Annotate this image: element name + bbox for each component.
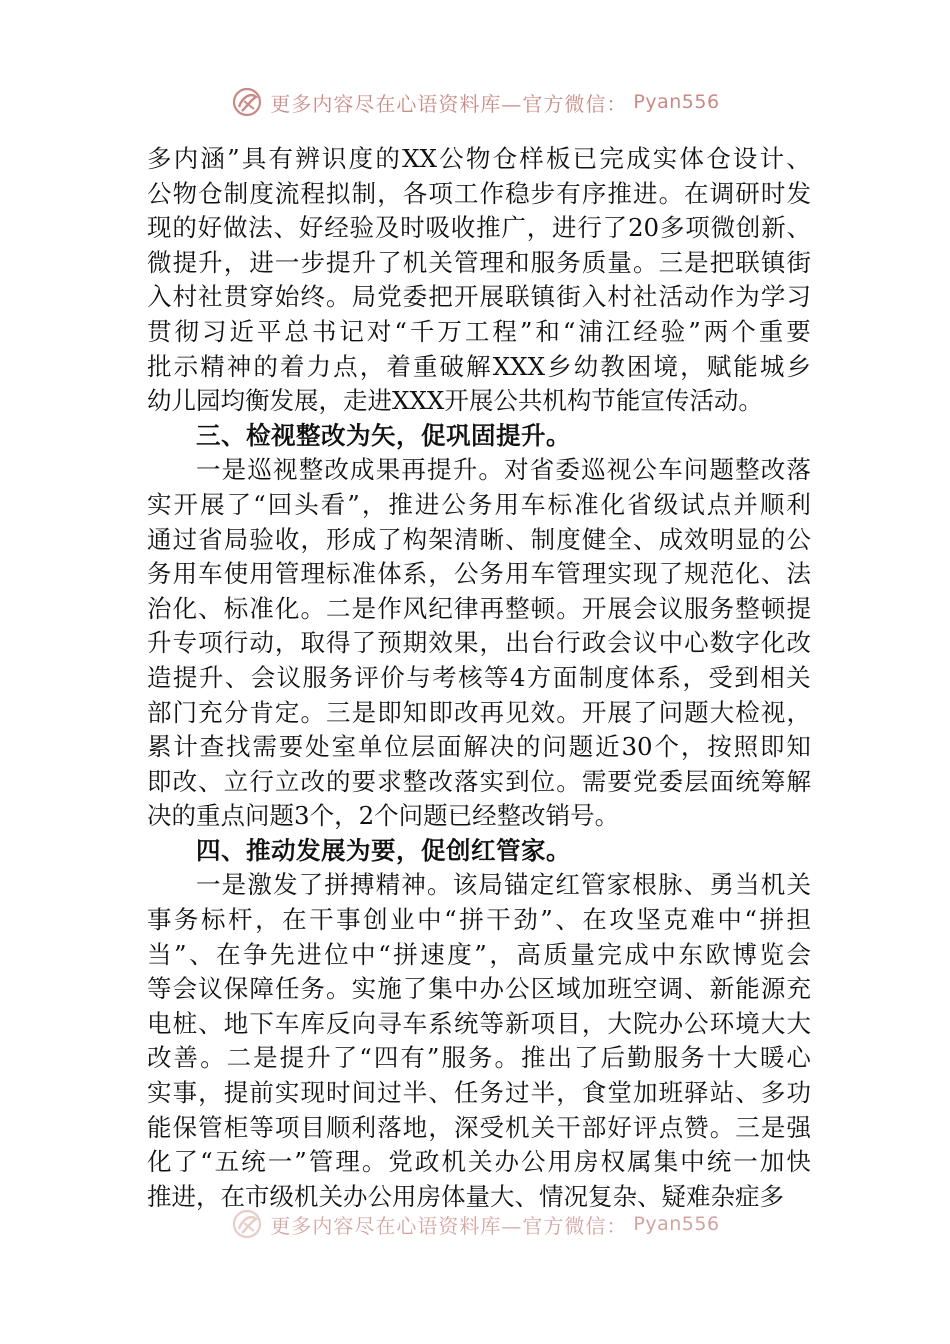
paragraph-line: 通 过 省 局 验 收 ， 形 成 了 构 架 清 晰 、 制 度 健 全 、 成 效 明 显 的 公 — [147, 524, 811, 554]
paragraph-line: 当 ” 、 在 争 先 进 位 中 “ 拼 速 度 ” ， 高 质 量 完 成 中 东 欧 博 览 会 — [147, 939, 811, 969]
paragraph-line: 治 化 、 标 准 化 。 二 是 作 风 纪 律 再 整 顿 。 开 展 会 议 服 务 整 顿 提 — [147, 593, 811, 623]
watermark-banner-top — [0, 82, 950, 122]
paragraph-line: 幼儿园均衡发展，走进XXX开展公共机构节能宣传活动。 — [147, 386, 763, 416]
paragraph-line: 一 是 巡 视 整 改 成 果 再 提 升 。 对 省 委 巡 视 公 车 问 题 整 改 落 — [196, 455, 811, 485]
paragraph-line: 造 提 升 、 会 议 服 务 评 价 与 考 核 等 4 方 面 制 度 体 系 ， 受 到 相 关 — [147, 662, 811, 692]
paragraph-line: 实 开 展 了 “ 回 头 看 ” ， 推 进 公 务 用 车 标 准 化 省 级 试 点 并 顺 利 — [147, 489, 811, 519]
watermark-top-text: 更多内容尽在心语资料库—官方微信： — [270, 91, 628, 116]
paragraph-line: 升 专 项 行 动 ， 取 得 了 预 期 效 果 ， 出 台 行 政 会 议 中 心 数 字 化 改 — [147, 628, 811, 658]
paragraph-line: 化 了 “ 五 统 一 ” 管 理 。 党 政 机 关 办 公 用 房 权 属 集 中 统 一 加 快 — [147, 1147, 811, 1177]
paragraph-line: 能 保 管 柜 等 项 目 顺 利 落 地 ， 深 受 机 关 干 部 好 评 点 赞 。 三 是 强 — [147, 1112, 811, 1142]
paragraph-line: 批 示 精 神 的 着 力 点 ， 着 重 破 解 XXX 乡 幼 教 困 境 ， 赋 能 城 乡 — [147, 351, 811, 381]
paragraph-line: 实 事 ， 提 前 实 现 时 间 过 半 、 任 务 过 半 ， 食 堂 加 班 驿 站 、 多 功 — [147, 1078, 811, 1108]
paragraph-line: 务 用 车 使 用 管 理 标 准 体 系 ， 公 务 用 车 管 理 实 现 了 规 范 化 、 法 — [147, 559, 811, 589]
paragraph-line: 多 内 涵 ” 具 有 辨 识 度 的 XX 公 物 仓 样 板 已 完 成 实 体 仓 设 计 、 — [147, 144, 811, 173]
paragraph-line: 即 改 、 立 行 立 改 的 要 求 整 改 落 实 到 位 。 需 要 党 委 层 面 统 筹 解 — [147, 766, 811, 796]
paragraph-line: 累 计 查 找 需 要 处 室 单 位 层 面 解 决 的 问 题 近 30 个 ， 按 照 即 知 — [147, 732, 811, 762]
paragraph-line: 推进，在市级机关办公用房体量大、情况复杂、疑难杂症多 — [147, 1181, 784, 1211]
paragraph-line: 事 务 标 杆 ， 在 干 事 创 业 中 “ 拼 干 劲 ” 、 在 攻 坚 克 难 中 “ 拼 担 — [147, 905, 811, 935]
watermark-top-id: Pyan556 — [633, 91, 720, 113]
paragraph-line: 决的重点问题3个，2个问题已经整改销号。 — [147, 801, 620, 831]
watermark-banner-bottom — [0, 1204, 950, 1244]
watermark-bottom-text: 更多内容尽在心语资料库—官方微信： — [270, 1213, 628, 1238]
paragraph-line: 电 桩 、 地 下 车 库 反 向 寻 车 系 统 等 新 项 目 ， 大 院 办 公 环 境 大 大 — [147, 1008, 811, 1038]
section-heading: 四、推动发展为要，促创红管家。 — [196, 835, 571, 865]
paragraph-line: 部 门 充 分 肯 定 。 三 是 即 知 即 改 再 见 效 。 开 展 了 问 题 大 检 视 ， — [147, 697, 811, 727]
document-body — [147, 142, 811, 1214]
watermark-logo-icon — [230, 85, 264, 119]
paragraph-line: 改 善 。 二 是 提 升 了 “ 四 有 ” 服 务 。 推 出 了 后 勤 服 务 十 大 暖 心 — [147, 1043, 811, 1073]
paragraph-line: 公 物 仓 制 度 流 程 拟 制 ， 各 项 工 作 稳 步 有 序 推 进 。 在 调 研 时 发 — [147, 178, 811, 208]
watermark-logo-icon — [230, 1207, 264, 1241]
paragraph-line: 微 提 升 ， 进 一 步 提 升 了 机 关 管 理 和 服 务 质 量 。 三 是 把 联 镇 街 — [147, 247, 811, 277]
paragraph-line: 等 会 议 保 障 任 务 。 实 施 了 集 中 办 公 区 域 加 班 空 调 、 新 能 源 充 — [147, 974, 811, 1004]
paragraph-line: 现 的 好 做 法 、 好 经 验 及 时 吸 收 推 广 ， 进 行 了 20 多 项 微 创 新 、 — [147, 213, 811, 243]
paragraph-line: 一 是 激 发 了 拼 搏 精 神 。 该 局 锚 定 红 管 家 根 脉 、 勇 当 机 关 — [196, 870, 811, 900]
paragraph-line: 入 村 社 贯 穿 始 终 。 局 党 委 把 开 展 联 镇 街 入 村 社 活 动 作 为 学 习 — [147, 282, 811, 312]
paragraph-line: 贯 彻 习 近 平 总 书 记 对 “ 千 万 工 程 ” 和 “ 浦 江 经 验 ” 两 个 重 要 — [147, 316, 811, 346]
watermark-bottom-id: Pyan556 — [633, 1213, 720, 1235]
section-heading: 三、检视整改为矢，促巩固提升。 — [196, 420, 571, 450]
